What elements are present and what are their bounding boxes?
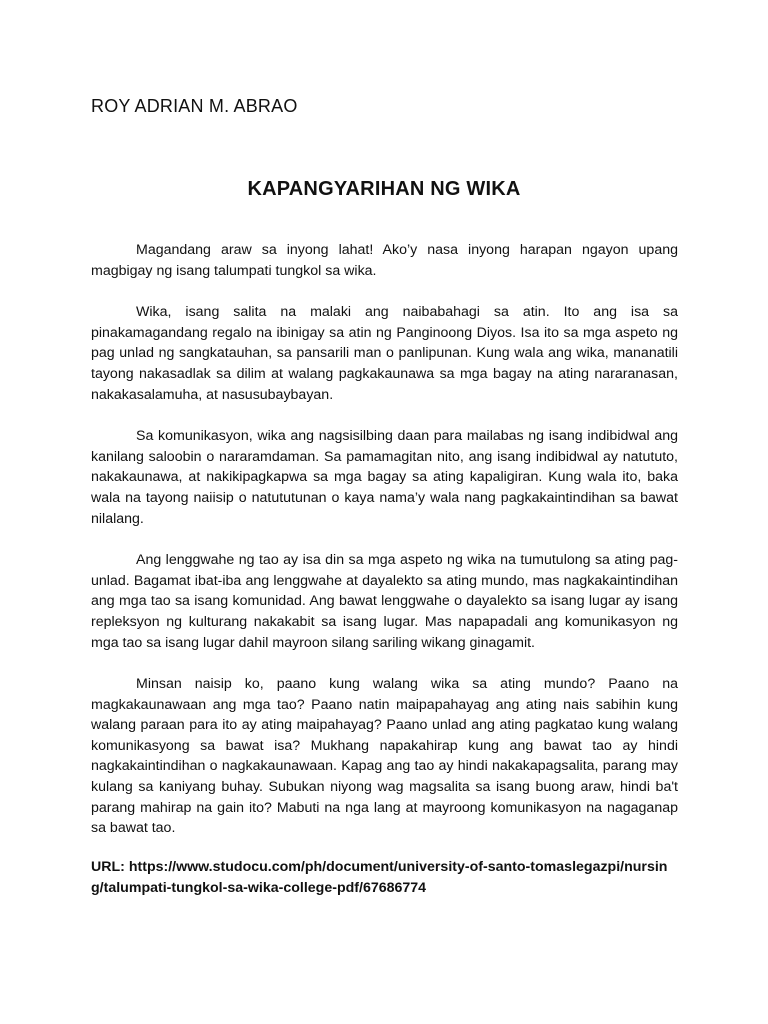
paragraph-2: Wika, isang salita na malaki ang naibabahagi sa atin. Ito ang isa sa pinakamagandang regalo na ibinigay sa atin ng Panginoong Diyos. Isa ito sa mga aspeto ng pag unlad ng sangkatauhan, sa pansarili man o panlipunan. Kung wala ang wika, mananatili tayong nakasadlak sa dilim at walang pagkakaunawa sa mga bagay na ating nararanasan, nakakasalamuha, at nasusubaybayan. (91, 304, 678, 403)
paragraph-3: Sa komunikasyon, wika ang nagsisilbing daan para mailabas ng isang indibidwal ang kanilang saloobin o nararamdaman. Sa pamamagitan nito, ang isang indibidwal ay natututo, nakakaunawa, at nakikipagkapwa sa mga bagay sa ating kapaligiran. Kung wala ito, baka wala na tayong naiisip o natututunan o kaya nama’y wala nang pagkakaintindihan sa bawat nilalang. (91, 428, 678, 527)
paragraph-4: Ang lenggwahe ng tao ay isa din sa mga aspeto ng wika na tumutulong sa ating pag-unlad. Bagamat ibat-iba ang lenggwahe at dayalekto sa ating mundo, mas nagkakaintindihan ang mga tao sa isang komunidad. Ang bawat lenggwahe o dayalekto sa isang lugar ay isang repleksyon ng kulturang nakakabit sa isang lugar. Mas napapadali ang komunikasyon ng mga tao sa isang lugar dahil mayroon silang sariling wikang ginagamit. (91, 552, 678, 651)
speech-body (91, 240, 678, 860)
paragraph-1: Magandang araw sa inyong lahat! Ako’y nasa inyong harapan ngayon upang magbigay ng isang talumpati tungkol sa wika. (91, 242, 678, 279)
document-title: KAPANGYARIHAN NG WIKA (247, 178, 521, 200)
source-url: URL: https://www.studocu.com/ph/document/university-of-santo-tomaslegazpi/nursing/talumpati-tungkol-sa-wika-college-pdf/67686774 (91, 859, 668, 896)
author-name: ROY ADRIAN M. ABRAO (91, 96, 298, 116)
paragraph-5: Minsan naisip ko, paano kung walang wika sa ating mundo? Paano na magkakaunawaan ang mga tao? Paano natin maipapahayag ang ating nais sabihin kung walang paraan para ito ay ating maipahayag? Paano unlad ang ating pagkatao kung walang komunikasyong sa bawat isa? Mukhang napakahirap kung ang bawat tao ay hindi nagkakaintindihan o nagkakaunawaan. Kapag ang tao ay hindi nakakapagsalita, parang may kulang sa kaniyang buhay. Subukan niyong wag magsalita sa isang buong araw, hindi ba't parang mahirap na gain ito? Mabuti na nga lang at mayroong komunikasyon na nagaganap sa bawat tao. (91, 676, 678, 837)
